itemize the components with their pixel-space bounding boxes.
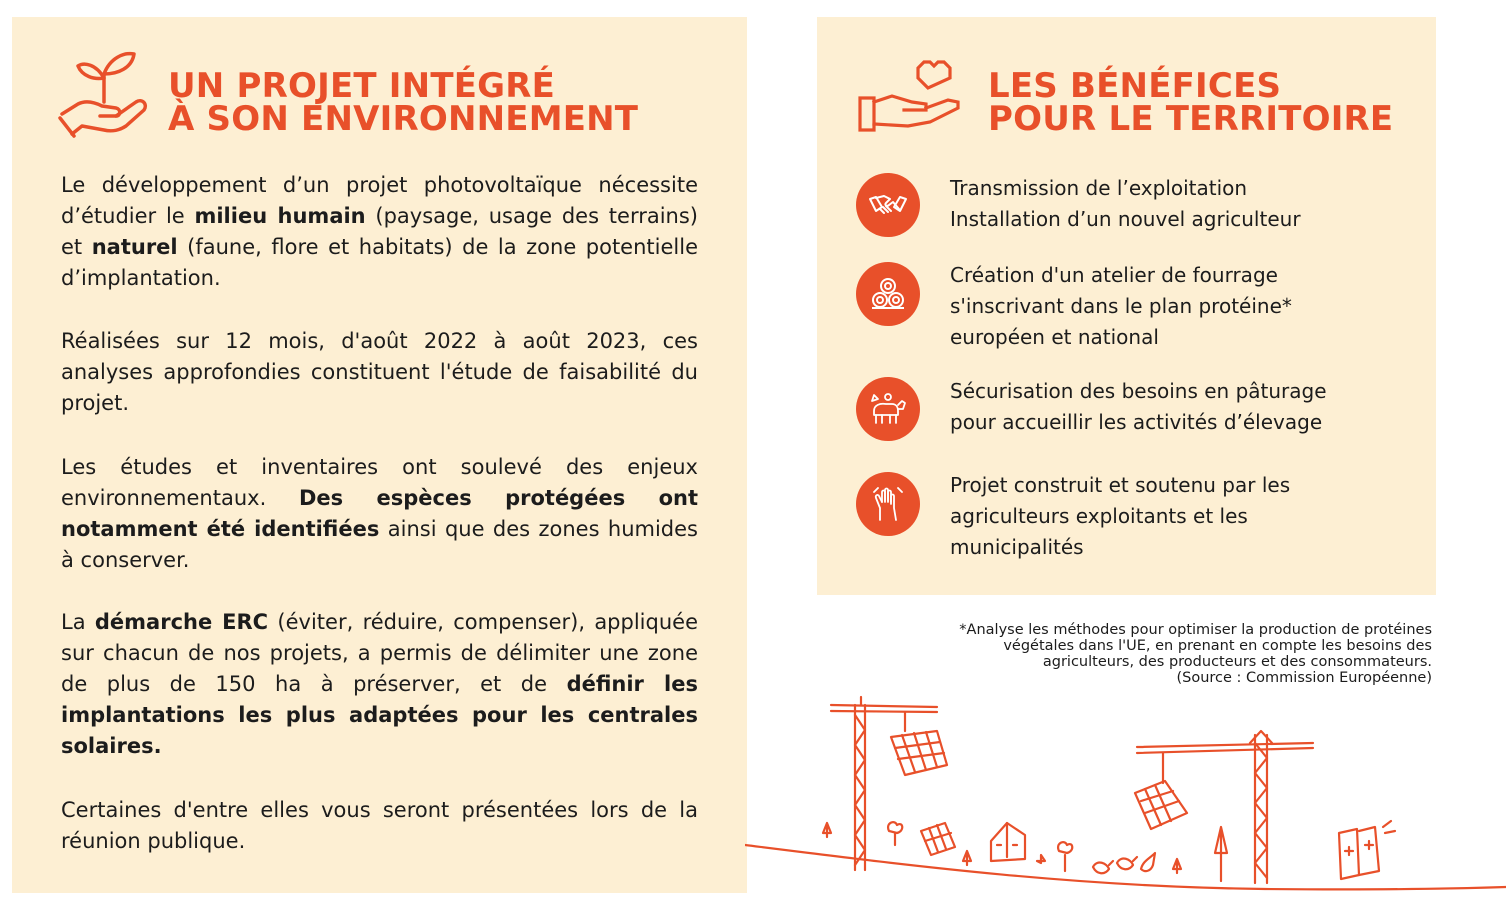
hand-sprout-icon	[56, 44, 152, 140]
benefit-line: Transmission de l’exploitation	[950, 176, 1248, 200]
text-run: Le développement d’un projet photovoltaïque nécessite d’étudier le	[61, 173, 698, 228]
cranes-solar-panels-illustration	[745, 695, 1506, 900]
text-run: Réalisées sur 12 mois, d'août 2022 à août 2023, ces analyses approfondies constituent l'étude de faisabilité du projet.	[61, 329, 698, 415]
paragraph-study-scope	[61, 170, 698, 294]
right-title-line-1: LES BÉNÉFICES	[988, 66, 1282, 106]
right-title-line-2: POUR LE TERRITOIRE	[988, 99, 1394, 139]
right-section-title	[988, 66, 1394, 139]
benefit-line: Création d'un atelier de fourrage	[950, 263, 1278, 287]
left-title-line-1: UN PROJET INTÉGRÉ	[168, 66, 556, 106]
footnote-line: *Analyse les méthodes pour optimiser la production de protéines	[959, 622, 1432, 638]
bold-run: naturel	[91, 235, 178, 259]
benefit-item-transmission	[950, 173, 1420, 235]
benefit-line: agriculteurs exploitants et les	[950, 504, 1248, 528]
hand-heart-icon	[858, 58, 968, 136]
text-run: (éviter, réduire, compenser), appliquée sur chacun de nos projets, a permis de délimiter une zone de plus de 150 ha à préserver, et de	[61, 610, 698, 696]
text-run: Certaines d'entre elles vous seront présentées lors de la réunion publique.	[61, 798, 698, 853]
hay-bales-icon	[868, 274, 908, 314]
benefit-item-grazing	[950, 376, 1420, 438]
benefit-line: municipalités	[950, 535, 1084, 559]
benefit-item-support	[950, 470, 1420, 563]
benefit-line: Installation d’un nouvel agriculteur	[950, 207, 1301, 231]
benefit-icon-circle	[856, 377, 920, 441]
benefit-line: s'inscrivant dans le plan protéine*	[950, 294, 1292, 318]
paragraph-environment-issues	[61, 452, 698, 576]
bold-run: définir les implantations les plus adaptées pour les centrales solaires.	[61, 672, 698, 758]
text-run: (paysage, usage des terrains) et	[61, 204, 698, 259]
benefit-line: Sécurisation des besoins en pâturage	[950, 379, 1327, 403]
benefit-icon-circle	[856, 173, 920, 237]
left-section-title	[168, 66, 639, 139]
livestock-icon	[868, 389, 908, 429]
paragraph-study-period	[61, 326, 698, 419]
bold-run: Des espèces protégées ont notamment été identifiées	[61, 486, 698, 541]
text-run: (faune, flore et habitats) de la zone potentielle d’implantation.	[61, 235, 698, 290]
benefit-item-forage	[950, 260, 1420, 353]
text-run: La	[61, 610, 95, 634]
paragraph-public-meeting	[61, 795, 698, 857]
footnote-line: végétales dans l'UE, en prenant en compte les besoins des	[1003, 638, 1432, 654]
text-run: ainsi que des zones humides à conserver.	[61, 517, 698, 572]
footnote-protein-plan	[818, 622, 1432, 686]
bold-run: milieu humain	[194, 204, 366, 228]
footnote-line: agriculteurs, des producteurs et des consommateurs.	[1042, 654, 1432, 670]
paragraph-erc-approach	[61, 607, 698, 762]
benefit-line: européen et national	[950, 325, 1159, 349]
benefit-icon-circle	[856, 262, 920, 326]
benefit-line: Projet construit et soutenu par les	[950, 473, 1291, 497]
benefit-icon-circle	[856, 472, 920, 536]
handshake-icon	[868, 185, 908, 225]
bold-run: démarche ERC	[94, 610, 269, 634]
joined-hands-icon	[868, 484, 908, 524]
left-title-line-2: À SON ENVIRONNEMENT	[168, 99, 639, 139]
text-run: Les études et inventaires ont soulevé des enjeux environnementaux.	[61, 455, 698, 510]
footnote-line: (Source : Commission Européenne)	[1176, 670, 1432, 686]
benefit-line: pour accueillir les activités d’élevage	[950, 410, 1323, 434]
